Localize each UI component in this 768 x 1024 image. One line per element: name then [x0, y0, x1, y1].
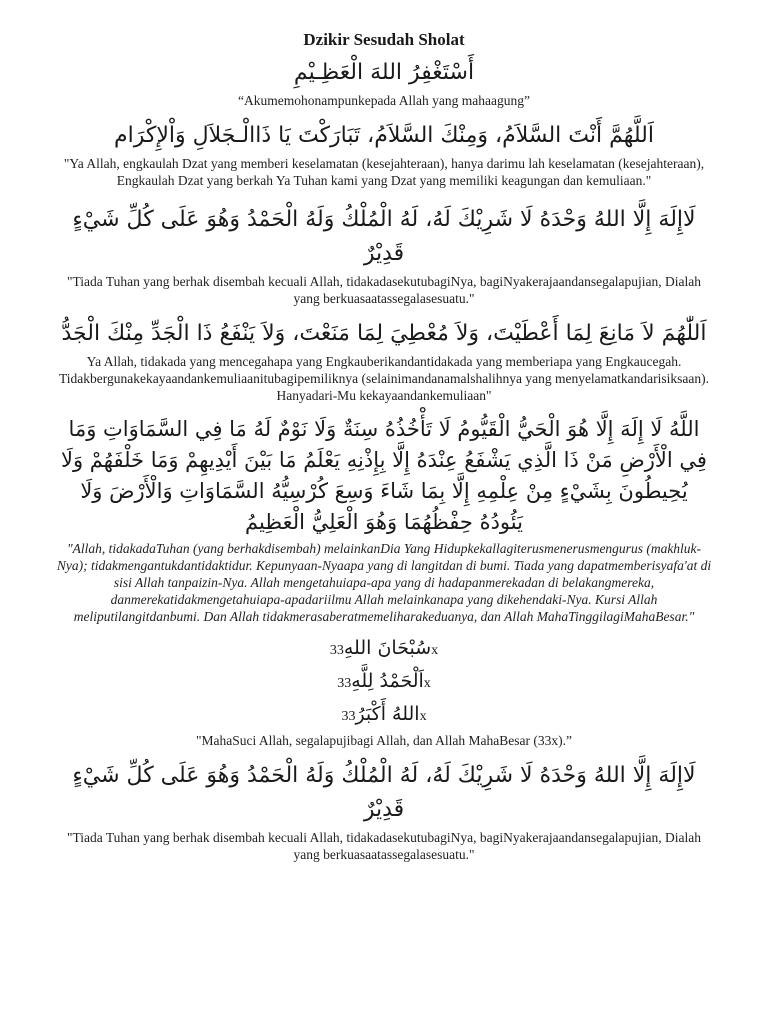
tasbih-line-subhanallah	[330, 633, 438, 666]
tasbih-line-allahu-akbar	[341, 699, 426, 732]
translation-closing-tahlil: "Tiada Tuhan yang berhak disembah kecuali Allah, tidakadasekutubagiNya, bagiNyakerajaandansegalapujian, Dialah yang berkuasaatassegalasesuatu."	[66, 830, 702, 862]
arabic-la-mania: اَللّٰهُمَ لاَ مَانِعَ لِمَا أَعْطَيْتَ، وَلاَ مُعْطِيَ لِمَا مَنَعْتَ، وَلاَ يَنْفَعُ ذَا الْجَدِّ مِنْكَ الْجَدُّ	[61, 321, 707, 346]
arabic-ayat-kursi: اللَّهُ لَا إِلَهَ إِلَّا هُوَ الْحَيُّ الْقَيُّومُ لَا تَأْخُذُهُ سِنَةٌ وَلَا نَوْمٌ لَهُ مَا فِي السَّمَاوَاتِ وَمَا فِي الْأَرْضِ مَنْ ذَا الَّذِي يَشْفَعُ عِنْدَهُ إِلَّا بِإِذْنِهِ يَعْلَمُ مَا بَيْنَ أَيْدِيهِمْ وَمَا خَلْفَهُمْ وَلَا يُحِيطُونَ بِشَيْءٍ مِنْ عِلْمِهِ إِلَّا بِمَا شَاءَ وَسِعَ كُرْسِيُّهُ السَّمَاوَاتِ وَالْأَرْضَ وَلَا يَئُودُهُ حِفْظُهُمَا وَهُوَ الْعَلِيُّ الْعَظِيمُ	[61, 417, 707, 534]
tasbih-arabic: اللهُ أَكْبَرُ	[355, 703, 420, 725]
tasbih-count: 33	[337, 676, 352, 691]
tasbih-line-alhamdulillah	[337, 666, 431, 699]
translation-tasbih: "MahaSuci Allah, segalapujibagi Allah, dan Allah MahaBesar (33x).”	[196, 733, 572, 748]
translation-ayat-kursi: "Allah, tidakadaTuhan (yang berhakdisembah) melainkanDia Yang Hidupkekallagiterusmenerusmengurus (makhluk-Nya); tidakmengantukdantidaktidur. Kepunyaan-Nyaapa yang di langitdan di bumi. Tiada yang dapatmemberisyafa'at di sisi Allah tanpaizin-Nya. Allah mengetahuiapa-apa yang di hadapanmerekadan di belakangmereka, danmerekatidakmengetahuiapa-apadariilmu Allah melainkanapa yang dikehendaki-Nya. Kursi Allah meliputilangitdanbumi. Dan Allah tidakmerasaberatmemeliharakeduanya, dan Allah MahaTinggilagiMahaBesar."	[56, 541, 712, 624]
translation-tahlil: "Tiada Tuhan yang berhak disembah kecuali Allah, tidakadasekutubagiNya, bagiNyakerajaandansegalapujian, Dialah yang berkuasaatassegalasesuatu."	[66, 274, 702, 306]
page-title: Dzikir Sesudah Sholat	[303, 30, 465, 49]
arabic-allahumma-antas-salam: اَللَّهُمَّ أَنْتَ السَّلاَمُ، وَمِنْكَ السَّلاَمُ، تَبَارَكْتَ يَا ذَاالْـجَلاَلِ وَاْلإِكْرَام	[114, 123, 654, 148]
tasbih-count: 33	[329, 643, 344, 658]
arabic-tahlil: لَاإِلَهَ إِلَّا اللهُ وَحْدَهُ لَا شَرِيْكَ لَهُ، لَهُ الْمُلْكُ وَلَهُ الْحَمْدُ وَهُوَ عَلَى كُلِّ شَيْءٍ قَدِيْرٌ	[72, 207, 696, 266]
tasbih-suffix: x	[423, 676, 431, 691]
tasbih-arabic: سُبْحَانَ اللهِ	[343, 637, 432, 659]
tasbih-suffix: x	[419, 709, 427, 724]
arabic-istighfar: أَسْتَغْفِرُ اللهَ الْعَظِـيْمِ	[293, 60, 475, 85]
arabic-closing-tahlil: لَاإِلَهَ إِلَّا اللهُ وَحْدَهُ لَا شَرِيْكَ لَهُ، لَهُ الْمُلْكُ وَلَهُ الْحَمْدُ وَهُوَ عَلَى كُلِّ شَيْءٍ قَدِيْرٌ	[72, 763, 696, 822]
translation-istighfar: “Akumemohonampunkepada Allah yang mahaagung”	[237, 93, 531, 108]
translation-allahumma-antas-salam: "Ya Allah, engkaulah Dzat yang memberi keselamatan (kesejahteraan), hanya darimu lah keselamatan (kesejahteraan), Engkaulah Dzat yang berkah Ya Tuhan kami yang Dzat yang memiliki keagungan dan kemuliaan."	[63, 156, 705, 188]
tasbih-count: 33	[341, 709, 356, 724]
translation-la-mania: Ya Allah, tidakada yang mencegahapa yang Engkauberikandantidakada yang memberiapa yang Engkaucegah. Tidakbergunakekayaandankemuliaanitubagipemiliknya (selainimandanamalshalihnya yang menyelamatkandarisiksaan). Hanyadari-Mu kekayaandankemuliaan"	[58, 354, 710, 403]
tasbih-arabic: اَلْحَمْدُ لِلَّهِ	[351, 670, 424, 692]
tasbih-suffix: x	[431, 643, 439, 658]
